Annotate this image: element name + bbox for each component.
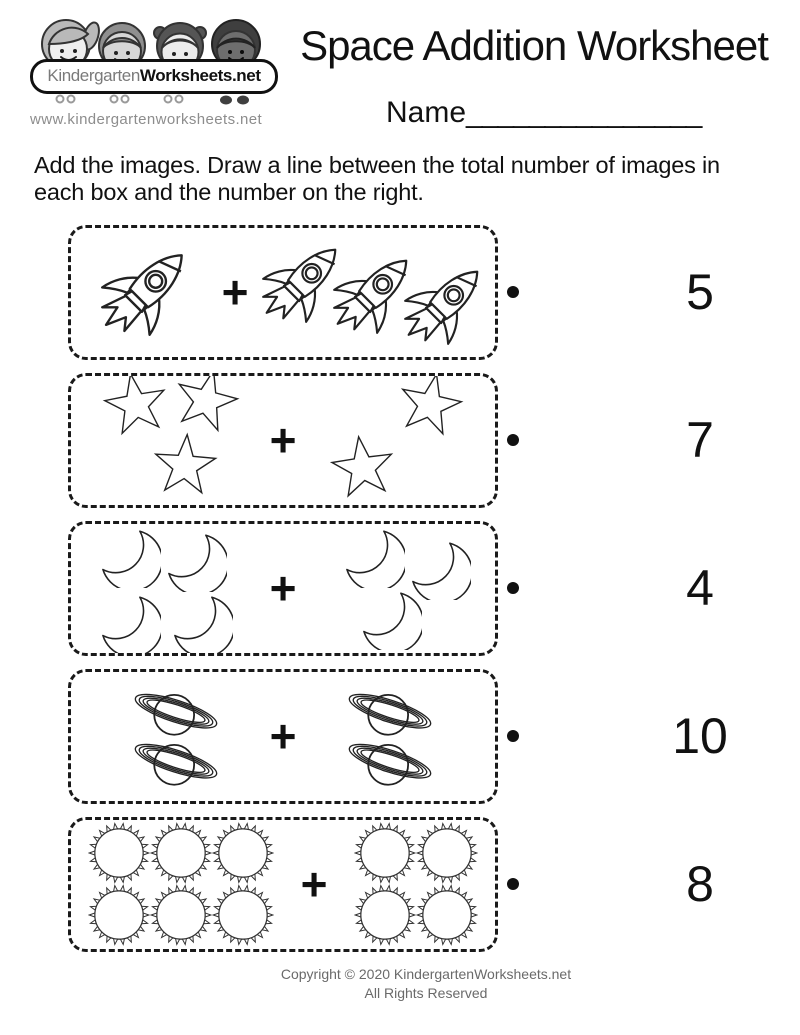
sun-icon [150,822,212,884]
match-dot[interactable] [507,878,519,890]
page-title: Space Addition Worksheet [300,22,768,69]
sun-icon [150,884,212,946]
addition-box [68,225,498,360]
addends-left [85,822,277,946]
name-field [268,96,800,130]
moon-icon [95,522,161,588]
match-dot[interactable] [507,434,519,446]
problem-row [68,225,800,360]
addends-left [85,669,268,804]
addition-box [68,373,498,508]
sun-icon [88,822,150,884]
worksheet-header [0,0,800,146]
addends-right [351,822,481,946]
addends-left [85,373,257,508]
addition-box [68,669,498,804]
rocket-icon [91,238,199,346]
planet-icon [343,734,437,792]
star-icon [148,429,223,504]
website-url: www.kindergartenworksheets.net [30,111,263,128]
planet-icon [343,794,437,804]
footer [0,965,800,1004]
sun-icon [416,822,478,884]
answer-number[interactable]: 4 [686,560,714,616]
plus-sign: + [221,266,249,318]
name-label: Name [386,96,467,129]
problem-row [68,817,800,952]
sun-icon [88,884,150,946]
instructions-text: Add the images. Draw a line between the total number of images in each box and the number on the right. [34,152,720,206]
moon-icon [95,588,161,654]
star-icon [388,373,471,447]
addends-left [85,522,237,654]
plus-sign: + [269,710,297,762]
plus-sign: + [269,414,297,466]
sun-icon [212,822,274,884]
plus-sign: + [300,858,328,910]
answer-number[interactable]: 7 [686,412,714,468]
brand-logo [0,0,268,146]
match-dot[interactable] [507,286,519,298]
problems-list [0,225,800,952]
sun-icon [416,884,478,946]
addition-box [68,817,498,952]
rocket-icon [395,256,493,354]
brand-text-kindergarten: Kindergarten [47,66,140,85]
planet-icon [129,669,223,679]
answer-number[interactable]: 8 [686,856,714,912]
moon-icon [339,522,405,588]
brand-text-worksheets: Worksheets.net [139,66,261,85]
kids-feet-icon [30,93,268,106]
title-block [268,0,800,146]
sun-icon [354,884,416,946]
answer-number[interactable]: 10 [672,708,728,764]
moon-icon [167,588,233,654]
match-dot[interactable] [507,582,519,594]
addends-right [329,522,481,654]
plus-sign: + [269,562,297,614]
addends-left [85,238,205,346]
moon-icon [356,584,422,650]
sun-icon [212,884,274,946]
moon-icon [161,526,227,592]
problem-row [68,373,800,508]
match-dot[interactable] [507,730,519,742]
copyright-text: Copyright © 2020 KindergartenWorksheets.net [280,965,572,982]
planet-icon [343,669,437,679]
rights-text: All Rights Reserved [364,985,488,1002]
answer-number[interactable]: 5 [686,264,714,320]
planet-icon [129,794,223,804]
problem-row [68,521,800,656]
brand-banner [30,59,278,94]
addends-right [265,243,481,341]
problem-row [68,669,800,804]
star-icon [323,428,402,507]
planet-icon [129,734,223,792]
addition-box [68,521,498,656]
addends-right [298,669,481,804]
name-input-line[interactable]: _______________ [466,96,702,129]
addends-right [309,373,481,508]
sun-icon [354,822,416,884]
